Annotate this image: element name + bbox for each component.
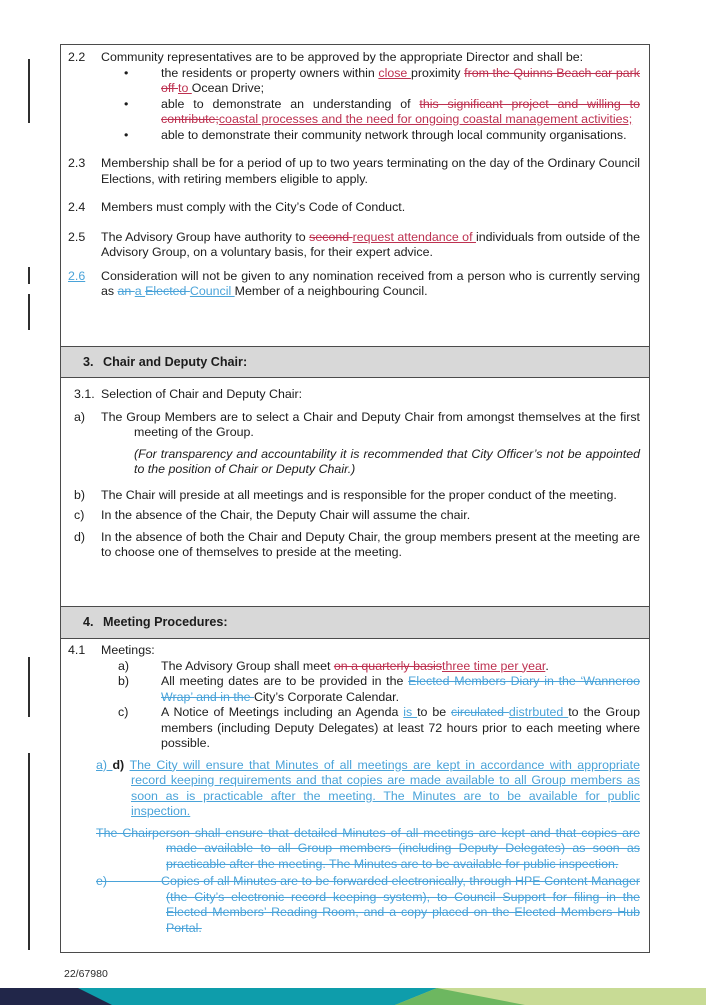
text-run: to be	[417, 705, 451, 719]
clause-number: 3.1.	[74, 387, 95, 401]
text-run: The City will ensure that Minutes of all meetings are kept in accordance with appropriate record keeping requirements and that copies are made available to all Group members as soon as is practicable after the meeting. The Minutes are to be available for public inspection.	[129, 757, 640, 818]
item-3a	[74, 410, 649, 441]
clause-2-4	[61, 200, 649, 216]
policy-table	[60, 44, 650, 953]
text-run: proximity	[410, 65, 465, 80]
heading-number: 4.	[83, 615, 94, 629]
text-run: an	[117, 284, 135, 298]
bullet-text	[161, 66, 649, 97]
text-run: Elected	[145, 284, 190, 298]
text-run: Membership shall be for a period of up to two years terminating on the day of the Ordinary Council Elections, with retiring members eligible to apply.	[101, 156, 640, 186]
text-run: All meeting dates are to be provided in the	[161, 674, 409, 688]
heading-title: Chair and Deputy Chair:	[103, 355, 248, 369]
clause-number: 4.1	[68, 643, 86, 657]
change-bar	[28, 753, 30, 950]
section-heading	[61, 607, 649, 630]
text-run: able to demonstrate their community network through local community organisations.	[161, 127, 627, 142]
text-run: on a quarterly basis	[333, 658, 442, 673]
text-run: request attendance of	[352, 229, 476, 244]
item-text: In the absence of both the Chair and Deputy Chair, the group members present at the meeting are to choose one of themselves to preside at the meeting.	[101, 529, 640, 559]
footer-reference: 22/67980	[64, 968, 108, 980]
clause-text	[101, 200, 649, 216]
text-run: d)	[112, 757, 130, 772]
text-run: Community representatives are to be approved by the appropriate Director and shall be:	[101, 50, 584, 64]
text-run: the residents or property owners within	[161, 65, 379, 80]
clause-text: Selection of Chair and Deputy Chair:	[101, 387, 303, 401]
section-chair-body	[61, 377, 649, 606]
bullet-icon: •	[124, 127, 129, 142]
text-run: able to demonstrate an understanding of	[161, 96, 420, 111]
text-run: from the Quinns Beach car park off	[161, 65, 640, 95]
text-run: a	[134, 284, 146, 298]
item-marker: b)	[74, 487, 86, 502]
text-run: Ocean Drive;	[191, 81, 265, 95]
item-marker: b)	[118, 674, 130, 688]
item-marker: a)	[118, 658, 130, 673]
text-run: three time per year	[442, 658, 546, 673]
clause-text	[101, 230, 649, 261]
clause-number: 2.5	[68, 229, 86, 244]
clause-2-2	[61, 50, 649, 66]
bullet-text	[161, 128, 649, 144]
text-run: .	[545, 658, 549, 673]
clause-3-1	[74, 387, 649, 403]
item-text: The Chair will preside at all meetings and is responsible for the proper conduct of the meeting.	[101, 487, 617, 502]
text-run: e)	[96, 874, 108, 888]
bullet-icon: •	[124, 65, 129, 80]
item-4b	[118, 674, 649, 705]
text-run	[107, 874, 161, 888]
clause-4-1	[61, 643, 649, 659]
text-run: second	[309, 229, 353, 244]
text-run: is	[403, 705, 418, 719]
text-run: Copies of all Minutes are to be forwarded electronically, through HPE Content Manager (the City’s electronic record keeping system), to Council Support for filing in the Elected Members’ Reading Room, and a copy placed on the Elected Members Hub Portal.	[161, 874, 640, 935]
clause-2-3	[61, 156, 649, 187]
clause-text: Meetings:	[101, 643, 155, 657]
item-marker: c)	[74, 508, 85, 522]
section-header-chair	[61, 346, 649, 377]
text-run: Elected Members Diary in the ‘Wanneroo Wrap’ and in the	[161, 674, 640, 704]
item-marker: d)	[74, 529, 86, 544]
item-3c	[74, 508, 649, 524]
item-text	[161, 674, 649, 705]
item-text	[161, 705, 649, 752]
text-run: this significant project and willing to contribute;	[161, 96, 640, 126]
text-run: Consideration will not be given to any nomination received from a person who is currently serving as	[101, 268, 640, 298]
section-heading	[61, 347, 649, 370]
item-4a	[118, 659, 649, 675]
clause-number: 2.6	[68, 268, 86, 283]
text-run: Member of a neighbouring Council.	[234, 284, 428, 298]
text-run: Members must comply with the City’s Code of Conduct.	[101, 200, 406, 214]
bullet-residents-proximity	[124, 66, 649, 97]
deleted-chairperson-paragraph	[96, 825, 649, 873]
clause-2-6	[61, 269, 649, 300]
clause-text	[101, 50, 649, 66]
clause-number: 2.4	[68, 200, 86, 214]
bullet-community-network	[124, 128, 649, 144]
item-3d	[74, 530, 649, 561]
deleted-copies-paragraph	[96, 874, 649, 936]
heading-number: 3.	[83, 355, 94, 369]
clause-text	[101, 269, 649, 300]
text-run: The Advisory Group shall meet	[161, 658, 334, 673]
item-text	[161, 659, 649, 675]
change-bar	[28, 657, 30, 717]
bullet-understanding-coastal	[124, 97, 649, 128]
clause-number: 2.2	[68, 50, 86, 64]
clause-text	[101, 156, 649, 187]
change-bar	[28, 59, 30, 123]
item-marker: a)	[74, 409, 86, 424]
text-run: City’s Corporate Calendar.	[253, 689, 400, 704]
bullet-icon: •	[124, 96, 129, 111]
text-run: A Notice of Meetings including an Agenda	[161, 705, 404, 719]
transparency-note: (For transparency and accountability it is recommended that City Officer’s not be appointed to the position of Chair or Deputy Chair.)	[134, 446, 640, 476]
text-run: to the Group members (including Deputy Delegates) at least 72 hours prior to each meeting where possible.	[161, 705, 640, 750]
inserted-minutes-paragraph	[96, 757, 649, 820]
change-bar	[28, 294, 30, 330]
text-run: coastal processes and the need for ongoing coastal management activities;	[218, 112, 633, 126]
bullet-text	[161, 97, 649, 128]
item-4c	[118, 705, 649, 752]
text-run: individuals from outside of the Advisory Group, on a voluntary basis, for their expert advice.	[101, 229, 641, 259]
text-run: close	[378, 65, 411, 80]
clause-2-5	[61, 230, 649, 261]
item-marker: c)	[118, 705, 129, 719]
item-text: In the absence of the Chair, the Deputy Chair will assume the chair.	[101, 508, 471, 522]
text-run: to	[178, 81, 192, 95]
item-text: The Group Members are to select a Chair and Deputy Chair from amongst themselves at the first meeting of the Group.	[101, 409, 640, 439]
text-run: circulated	[450, 705, 509, 719]
footer-brand-band	[0, 988, 706, 1005]
item-3b	[74, 488, 649, 504]
section-meeting-procedures-body	[61, 638, 649, 952]
clause-number: 2.3	[68, 156, 86, 170]
section-header-meeting-procedures	[61, 606, 649, 638]
text-run: distrbuted	[508, 705, 569, 719]
text-run: a)	[96, 757, 113, 772]
text-run: Council	[189, 284, 235, 298]
section-membership-clauses	[61, 45, 649, 346]
text-run: The Advisory Group have authority to	[101, 229, 310, 244]
heading-title: Meeting Procedures:	[103, 615, 228, 629]
text-run: The Chairperson shall ensure that detailed Minutes of all meetings are kept and that copies are made available to all Group members (including Deputy Delegates) as soon as practicable after the meeting. The Minutes are to be available for public inspection.	[96, 825, 640, 871]
change-bar	[28, 267, 30, 284]
